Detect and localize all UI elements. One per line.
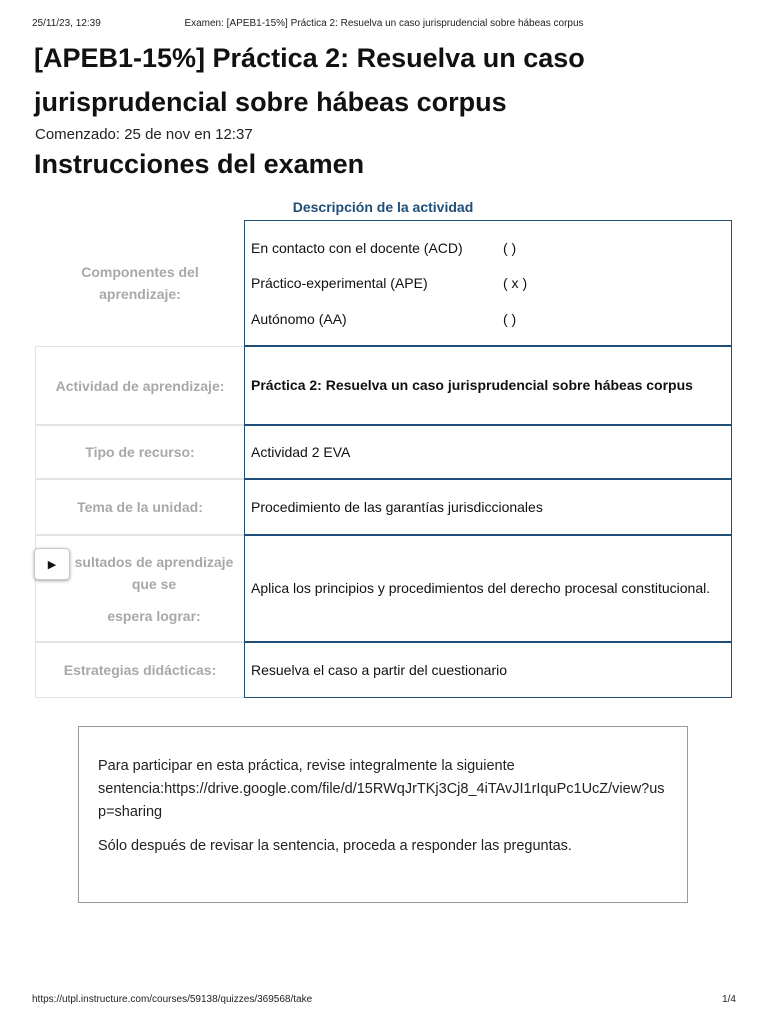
unit-topic-cell — [244, 479, 732, 535]
outcomes-label-line2: que se — [131, 575, 177, 592]
description-caption: Descripción de la actividad — [292, 199, 474, 215]
resource-label-text: Tipo de recurso: — [85, 444, 195, 460]
page-title: [APEB1-15%] Práctica 2: Resuelva un caso jurisprudencial sobre hábeas corpus — [34, 43, 585, 117]
print-document-title: Examen: [APEB1-15%] Práctica 2: Resuelva un caso jurisprudencial sobre hábeas corpus — [184, 18, 584, 29]
section-title: Instrucciones del examen — [34, 149, 365, 179]
unit-topic-value: Procedimiento de las garantías jurisdiccionales — [251, 498, 543, 515]
unit-topic-label — [35, 479, 244, 535]
play-button[interactable] — [34, 548, 70, 580]
component-ape-mark: ( x ) — [503, 275, 528, 291]
outcomes-label-line3: espera lograr: — [107, 607, 201, 624]
outcomes-cell — [244, 535, 732, 642]
component-aa-mark: ( ) — [503, 311, 517, 327]
components-label-text: Componentes del aprendizaje: — [81, 264, 199, 302]
activity-label — [35, 346, 244, 425]
ruling-link[interactable]: sentencia:https://drive.google.com/file/d/15RWqJrTKj3Cj8_4iTAvJI1rIquPc1UcZ/view?usp=sharing — [98, 781, 665, 820]
note-line1-prefix: Para participar en esta práctica, revise integralmente la siguiente — [98, 758, 515, 774]
note-paragraph-1 — [98, 755, 669, 824]
strategies-cell — [244, 642, 732, 698]
print-footer-url: https://utpl.instructure.com/courses/59138/quizzes/369568/take — [32, 994, 313, 1005]
unit-topic-label-text: Tema de la unidad: — [77, 499, 203, 515]
component-acd-mark: ( ) — [503, 240, 517, 256]
strategies-value: Resuelva el caso a partir del cuestionario — [251, 661, 508, 678]
print-header — [32, 18, 736, 32]
resource-value: Actividad 2 EVA — [251, 443, 351, 460]
instructions-note — [78, 726, 688, 903]
components-cell — [244, 220, 732, 346]
play-icon: ▶ — [47, 558, 57, 571]
print-timestamp: 25/11/23, 12:39 — [32, 18, 101, 29]
activity-label-text: Actividad de aprendizaje: — [55, 377, 225, 394]
resource-label — [35, 425, 244, 479]
component-aa: Autónomo (AA) — [251, 311, 347, 327]
page-number: 1/4 — [722, 994, 736, 1005]
outcomes-value: Aplica los principios y procedimientos del derecho procesal constitucional. — [251, 580, 711, 596]
strategies-label-text: Estrategias didácticas: — [63, 662, 217, 678]
components-label — [35, 220, 244, 346]
activity-value: Práctica 2: Resuelva un caso jurisprudencial sobre hábeas corpus — [251, 377, 693, 393]
component-acd: En contacto con el docente (ACD) — [251, 240, 463, 256]
note-paragraph-2: Sólo después de revisar la sentencia, proceda a responder las preguntas. — [98, 838, 572, 854]
strategies-label — [35, 642, 244, 698]
activity-cell — [244, 346, 732, 425]
outcomes-label-line1: sultados de aprendizaje — [74, 553, 234, 570]
component-ape: Práctico-experimental (APE) — [251, 275, 428, 291]
started-timestamp: Comenzado: 25 de nov en 12:37 — [35, 126, 253, 143]
resource-cell — [244, 425, 732, 479]
